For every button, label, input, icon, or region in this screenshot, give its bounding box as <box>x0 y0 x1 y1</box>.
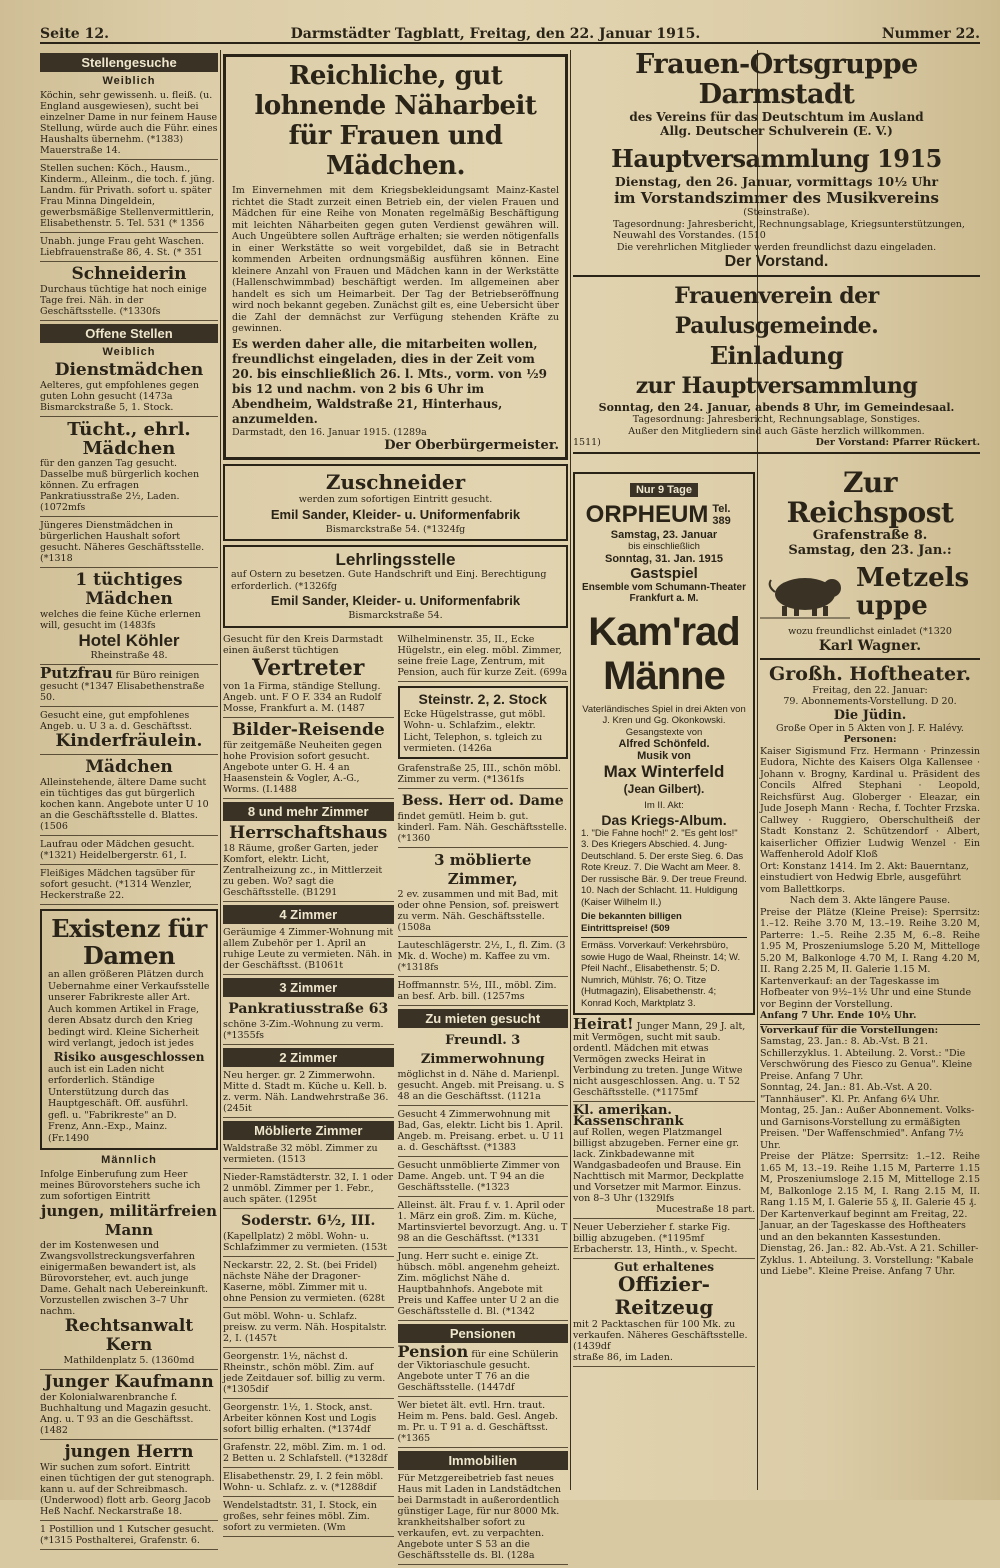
notice-title: Frauenverein der Paulusgemeinde. <box>674 283 879 339</box>
classified-ad: Elisabethenstr. 29, I. 2 fein möbl. Wohn- u. Schlafz. z. v. (*1288dif <box>223 1471 394 1497</box>
boxed-ad <box>40 909 218 1150</box>
theater-name: ORPHEUM <box>585 501 709 528</box>
ad-text: 18 Räume, großer Garten, jeder Komfort, elektr. Licht, Zentralheizung zc., in Mittlerzeit zu geben. Wo? sagt die Geschäftsstelle. (B1291 <box>223 842 383 898</box>
program-text: Anfang 7 Uhr. Ende 10½ Uhr. <box>760 1010 917 1021</box>
ad-text: Ensemble vom Schumann-Theater Frankfurt a. M. <box>582 581 746 604</box>
issue-number: Nummer 22. <box>881 26 980 42</box>
classified-ad: Wer bietet ält. evtl. Hrn. traut. Heim m. Pens. bald. Gesl. Angeb. m. Pr. u. T 91 a. d. Geschäftsst. (*1365 <box>398 1400 569 1448</box>
subheading: Weiblich <box>102 75 156 87</box>
classified-ad: Köchin, sehr gewissenh. u. fleiß. (u. England ausgewiesen), sucht bei einzelner Dame in nur feinem Hause Stellung, würde auch die Führ. eines Haushalts übernehm. (*1383) Mauerstraße 14. <box>40 90 218 160</box>
notice-text: Allg. Deutscher Schulverein (E. V.) <box>660 124 893 138</box>
notice-headline: Hauptversammlung 1915 <box>611 144 942 173</box>
ad-title: Zur Reichspost <box>786 466 954 529</box>
ad-text: mit 2 Packtaschen für 100 Mk. zu verkaufen. Näheres Geschäftsstelle. (1439df <box>573 1319 748 1352</box>
ad-firm: Emil Sander, Kleider- u. Uniformenfabrik <box>270 593 521 608</box>
section-heading: Offene Stellen <box>40 324 218 343</box>
classified-ad <box>398 686 569 759</box>
ad-headline: Offizier-Reitzeug <box>614 1272 714 1319</box>
classified-ad <box>223 1212 394 1257</box>
notice-text: (Steinstraße). <box>743 207 810 218</box>
ad-text: Gesucht für den Kreis Darmstadt einen äußerst tüchtigen <box>223 633 383 656</box>
subcolumn-right <box>398 632 569 1568</box>
column-4 <box>760 468 980 1490</box>
ad-text: findet gemütl. Heim b. gut. kinderl. Fam. Näh. Geschäftsstelle. (*1360 <box>397 810 567 844</box>
classified-ad: 1 Postillion und 1 Kutscher gesucht. (*1315 Posthalterei, Grafenstr. 6. <box>40 1524 218 1550</box>
ad-text: werden zum sofortigen Eintritt gesucht. <box>298 494 493 505</box>
program-text: Der Kartenverkauf beginnt am Freitag, 22. Januar, an der Tageskasse des Hoftheaters und an den bekannten Kassestunden. <box>760 1208 968 1243</box>
notice-paulusgemeinde <box>573 277 980 454</box>
ad-text: Ermäss. Vorverkauf: Verkehrsbüro, sowie Hugo de Waal, Rheinstr. 14; W. Pfeil Nachf., Elisabethenstr. 5; D. Numrich, Mühlstr. 76; O. Titze (Hutmagazin), Elisabethenstr. 4; Konrad Koch, Marktplatz 3. <box>581 937 747 1009</box>
ad-text: schöne 3-Zim.-Wohnung zu verm. (*1355fs <box>223 1018 384 1041</box>
page-number: Seite 12. <box>40 26 109 42</box>
notice-text: Außer den Mitgliedern sind auch Gäste herzlich willkommen. <box>628 425 925 437</box>
column-rule <box>570 50 571 1490</box>
classified-ad: Alleinst. ält. Frau f. v. 1. April oder 1. März ein groß. Zim. m. Küche, Martinsviertel bevorzugt. Ang. u. T 98 an die Geschäftsst. (*1331 <box>398 1200 569 1248</box>
notice-headline: Einladung <box>709 341 844 370</box>
classified-ad <box>397 1341 569 1397</box>
ad-text: Im II. Akt: <box>644 800 684 811</box>
program-text: Ort: Konstanz 1414. Im 2. Akt: Bauerntanz, einstudiert von Hedwig Ebrle, ausgeführt vom Ballettkorps. <box>760 860 969 895</box>
classified-ad <box>398 851 569 937</box>
column-1 <box>40 50 218 1546</box>
boxed-ad <box>223 545 568 628</box>
ad-headline: Gastspiel <box>630 564 698 582</box>
ad-text: Durchaus tüchtige hat noch einige Tage frei. Näh. in der Geschäftsstelle. (*1330fs <box>40 284 207 317</box>
section-heading: 8 und mehr Zimmer <box>223 802 394 821</box>
section-heading: Pensionen <box>398 1324 569 1343</box>
classified-ad: Stellen suchen: Köch., Hausm., Kinderm., Alleinm., die toch. f. jüng. Landm. für Privath. sofort u. später Frau Minna Dingeldein, gewerbsmäßige Stellenvermittlerin, Elisabethenstr. 5. Tel. 531 (* 1356 <box>40 163 218 233</box>
ad-title: Zuschneider <box>325 470 466 494</box>
section-heading: 4 Zimmer <box>223 905 394 924</box>
ad-headline: Tücht., ehrl. Mädchen <box>67 419 191 459</box>
hoftheater-program <box>760 660 980 1278</box>
boxed-ad <box>223 54 568 460</box>
subheading: Männlich <box>101 1154 157 1166</box>
program-text: Montag, 25. Jan.: Außer Abonnement. Volks- und Garnisons-Vorstellung zu ermäßigten Preisen. "Der Waffenschmied". Anfang 7½ Uhr. <box>760 1105 975 1151</box>
notice-text: Tagesordnung: Jahresbericht, Rechnungsablage, Sonstiges. <box>632 414 921 425</box>
ad-badge: Nur 9 Tage <box>630 483 698 497</box>
reichspost-ad <box>760 468 980 660</box>
ad-headline: Mädchen <box>85 757 173 777</box>
ad-text: auch ist ein Laden nicht erforderlich. Ständige Unterstützung durch das Hauptgeschäft. Off. ausführl. gefl. u. "Fabrikreste" an D. Frenz, Ann.-Exp., Mainz. (Fr.1490 <box>48 1063 189 1144</box>
classified-ad: Neu herger. gr. 2 Zimmerwohn. Mitte d. Stadt m. Küche u. Kell. b. z. verm. Näh. Landwehrstraße 36. (245it <box>223 1070 394 1118</box>
ad-headline: Hotel Köhler <box>78 631 180 650</box>
play-title: Kam'rad Männe <box>588 609 740 698</box>
ad-text: Gesucht eine, gut empfohlenes Angeb. u. U 3 a. d. Geschäftsst. <box>40 710 192 732</box>
ad-signature: Der Oberbürgermeister. <box>384 438 559 453</box>
ad-text: Die bekannten billigen Eintrittspreise! (509 <box>581 911 682 934</box>
classified-ad <box>40 710 218 755</box>
ad-headline: Risiko ausgeschlossen <box>53 1049 205 1064</box>
ad-text: an allen größeren Plätzen durch Uebernahme einer Verkaufsstelle unserer Fabrikreste aller Art. Auch kommen Artikel in Frage, deren Absatz durch den Krieg bedingt wird. Kleine Sicherheit wird verlangt, jedoch ist jedes <box>48 969 210 1049</box>
classified-ad: Wilhelminenstr. 35, II., Ecke Hügelstr., ein eleg. möbl. Zimmer, seine freie Lage, Zentrum, mit Pension, auch für kurze Zeit. (699a <box>398 634 569 682</box>
ad-headline: Das Kriegs-Album. <box>601 811 727 828</box>
classified-ad: Hoffmannstr. 5½, III., möbl. Zim. an besf. Arb. bill. (1257ms <box>398 980 569 1006</box>
ad-text: bis einschließlich <box>628 541 700 552</box>
notice-signature: Der Vorstand: Pfarrer Rückert. <box>815 437 980 448</box>
ad-text: Infolge Einberufung zum Heer meines Bürovorstehers suche ich zum sofortigen Eintritt <box>40 1169 201 1202</box>
classified-ad <box>223 721 394 799</box>
ad-text: Gut erhaltenes <box>613 1260 714 1274</box>
ad-text: wozu freundlichst einladet (*1320 <box>788 626 952 637</box>
column-2 <box>223 50 568 1561</box>
classified-ad <box>223 824 394 902</box>
section-heading: Möblierte Zimmer <box>223 1121 394 1140</box>
ad-text: straße 86, im Laden. <box>573 1352 673 1363</box>
boxed-ad <box>223 464 568 541</box>
ad-headline: Vertreter <box>252 654 365 681</box>
ad-text: auf Ostern zu besetzen. Gute Handschrift und Einj. Berechtigung erforderlich. (*1326fg <box>231 569 547 592</box>
classified-ad: Grafenstr. 22, möbl. Zim. m. 1 od. 2 Betten u. 2 Schlafstell. (*1328df <box>223 1442 394 1468</box>
ad-headline: Soderstr. 6½, III. <box>241 1212 376 1229</box>
ad-text: Sonntag, 31. Jan. 1915 <box>605 552 723 565</box>
notice-text: Sonntag, den 24. Januar, abends 8 Uhr, im Gemeindesaal. <box>598 401 955 414</box>
classified-ad <box>40 1443 218 1521</box>
classified-ad: Neuer Ueberzieher f. starke Fig. billig abzugeben. (*1195mf Erbacherstr. 13, Hinth., v. Specht. <box>573 1222 755 1259</box>
program-text: Nach dem 3. Akte längere Pause. <box>789 895 951 906</box>
notice-text: 1511) <box>573 437 601 448</box>
classified-ad <box>40 361 218 417</box>
ad-headline: Rechtsanwalt Kern <box>64 1316 194 1355</box>
classified-ad <box>40 571 218 665</box>
classified-ad: Fleißiges Mädchen tagsüber für sofort gesucht. (*1314 Wenzler, Heckerstraße 22. <box>40 868 218 905</box>
ad-text: für eine Schülerin der Viktoriaschule gesucht. Angebote unter T 76 an die Geschäftsstelle. (1447df <box>397 1348 559 1393</box>
notice-text: Tagesordnung: Jahresbericht, Rechnungsablage, Kriegsunterstützungen, Neuwahl des Vorstandes. (1510 <box>613 218 965 241</box>
play-title: Die Jüdin. <box>833 707 907 723</box>
pig-icon <box>760 562 850 622</box>
ad-text: Ecke Hügelstrasse, gut möbl. Wohn- u. Schlafzim., elektr. Licht, Telephon, s. tgleich zu vermieten. (1426a <box>403 708 546 754</box>
classified-ad: Gut möbl. Wohn- u. Schlafz. preisw. zu verm. Näh. Hospitalstr. 2, I. (1457t <box>223 1311 394 1348</box>
ad-text: Samstag, den 23. Jan.: <box>788 543 952 558</box>
ad-text: Alleinstehende, ältere Dame sucht ein tüchtiges das gut bürgerlich kochen kann. Angebote unter U 10 an die Geschäftsstelle d. Blattes. (1506 <box>40 777 209 832</box>
program-text: Große Oper in 5 Akten von J. F. Halévy. <box>776 722 964 734</box>
classified-ad <box>40 1373 218 1440</box>
classified-ad <box>573 1015 755 1102</box>
notice-title: Frauen-Ortsgruppe Darmstadt <box>635 49 918 110</box>
classified-ad: Grafenstraße 25, III., schön möbl. Zimmer zu verm. (*1361fs <box>398 763 569 789</box>
notice-headline: zur Hauptversammlung <box>635 373 918 399</box>
ad-headline: Bess. Herr od. Dame <box>401 792 564 809</box>
classified-ad: Wendelstadtstr. 31, I. Stock, ein großes, sehr feines möbl. Zim. sofort zu vermieten. (Wm <box>223 1500 394 1537</box>
classified-ad: Gesucht unmöblierte Zimmer von Dame. Angeb. unt. T 94 an die Geschäftsstelle. (*1323 <box>398 1160 569 1197</box>
program-text: Preise der Plätze: Sperrsitz: 1.–12. Reihe 1.65 M, 13.–19. Reihe 1.15 M, Parterre 1.15 M, Proszeniumsloge 2.15 M, Mittelloge 2.15 M, Balkonloge 2.15 M, I. Rang 2.15 M, II. Rang 1.15 M, I. Galerie 55 ₰, II. Galerie 45 ₰. <box>760 1151 980 1208</box>
classified-ad: Laufrau oder Mädchen gesucht. (*1321) Heidelbergerstr. 61, I. <box>40 839 218 865</box>
ad-text: Vaterländisches Spiel in drei Akten von J. Kren und Gg. Okonkowski. Gesangstexte von <box>582 703 746 738</box>
classified-ad: Georgenstr. 1½, 1. Stock, anst. Arbeiter können Kost und Logis sofort billig erhalten. (*1374df <box>223 1402 394 1439</box>
program-text: Personen: <box>843 734 897 745</box>
column-rule <box>220 50 221 1490</box>
subcolumn-left <box>223 632 394 1568</box>
program-text: Dienstag, 26. Jan.: 82. Ab.-Vst. A 21. Schiller-Zyklus. 1. Abteilung. 3. Vorstellung: "Kabale und Liebe". Kleine Preise. Anfang 7 Uhr. <box>760 1243 979 1277</box>
masthead: Darmstädter Tagblatt, Freitag, den 22. Januar 1915. <box>290 26 701 42</box>
ad-headline: Max Winterfeld <box>603 762 725 781</box>
ad-text: von 1a Firma, ständige Stellung. Angeb. unt. F O F. 334 an Rudolf Mosse, Frankfurt a. M. (1487 <box>223 680 382 714</box>
subheading: Weiblich <box>102 346 156 358</box>
classified-ad: Unabh. junge Frau geht Waschen. Liebfrauenstraße 86, 4. St. (* 351 <box>40 236 218 262</box>
ad-text: für zeitgemäße Neuheiten gegen hohe Provision sofort gesucht. Angebote unter G. H. 4 an Haasenstein & Vogler, A.-G., Worms. (I.1488 <box>223 739 382 795</box>
ad-text: welches die feine Küche erlernen will, gesucht im (1483fs <box>40 609 201 631</box>
ad-text: Alfred Schönfeld. <box>618 738 710 750</box>
ad-text: auf Rollen, wegen Platzmangel billigst abzugeben. Ferner eine gr. lack. Zinkbadewanne mit Wandgasbadeofen und Brause. Ein Nachttisch mit Marmor, Deckplatte und Vorsetzer mit Marmor. Einzus. von 8–3 Uhr (1329lfs <box>573 1127 744 1204</box>
ad-text: Es werden daher alle, die mitarbeiten wollen, freundlichst eingeladen, dies in der Zeit vom 20. bis einschließlich 26. l. Mts., vorm. von ½9 bis 12 und nachm. von 2 bis 6 Uhr im Abendheim, Waldstraße 21, Hinterhaus, anzumelden. <box>232 336 548 426</box>
classified-ad <box>223 634 394 718</box>
ad-headline: Heirat! <box>573 1015 634 1033</box>
ad-headline: jungen, militärfreien Mann <box>40 1202 218 1239</box>
ad-headline: Kinderfräulein. <box>55 731 203 751</box>
notice-frauen-ortsgruppe <box>573 50 980 277</box>
classified-ad: Für Metzgereibetrieb fast neues Haus mit Laden in Landstädtchen bei Darmstadt in außerordentlich günstiger Lage, für nur 8000 Mk. krankheitshalber sofort zu verkaufen, evt. zu verpachten. Angebote unter S 53 an die Geschäftsstelle ds. Bl. (128a <box>398 1473 569 1565</box>
ad-headline: 3 möblierte Zimmer, <box>434 850 532 888</box>
section-heading: 3 Zimmer <box>223 978 394 997</box>
classified-ad <box>573 1105 755 1219</box>
two-column-classifieds <box>223 632 568 1568</box>
classified-ad <box>573 1262 755 1367</box>
ad-headline: Freundl. 3 Zimmerwohnung <box>420 1032 545 1067</box>
ad-headline: jungen Herrn <box>64 1442 194 1462</box>
notice-text: des Vereins für das Deutschtum im Ausland <box>629 110 924 124</box>
ad-title: Existenz für Damen <box>51 914 207 970</box>
ad-text: Musik von <box>637 750 691 762</box>
program-text: 79. Abonnements-Vorstellung. D 20. <box>783 696 957 707</box>
notice-text: Dienstag, den 26. Januar, vormittags 10½ Uhr <box>614 174 939 189</box>
ad-text: für Büro reinigen gesucht (*1347 Elisabethenstraße 50. <box>40 670 205 703</box>
ad-text: Im Einvernehmen mit dem Kriegsbekleidungsamt Mainz-Kastel richtet die Stadt zurzeit einen Betrieb ein, der vielen Frauen und Mädchen für eine Reihe von Monaten regelmäßig Beschäftigung mit leichten Näharbeiten gegen guten Verdienst gewähren will. Auch Ungeübtere sollen Aufträge erhalten; sie werden nötigenfalls in einer Werkstätte so weit vorgebildet, daß sie in Betracht kommenden Arbeiten ordnungsmäßig ausführen können. Eine kleinere Anzahl von Frauen und Mädchen kann in der Werkstätte (Hallenschwimmbad) beschäftigt werden. Im allgemeinen aber handelt es sich um Heimarbeit. Der Tag der Betriebseröffnung wird noch bekannt gegeben. Zunächst gilt es, eine Uebersicht über die Zahl der demnächst zur Verfügung stehenden Kräfte zu gewinnen. <box>232 185 559 334</box>
ad-headline: Bilder-Reisende <box>231 719 385 740</box>
program-text: Sonntag, 24. Jan.: 81. Ab.-Vst. A 20. "Tannhäuser". Kl. Pr. Anfang 6¼ Uhr. <box>760 1082 940 1105</box>
ad-headline: Pankratiusstraße 63 <box>228 1000 389 1017</box>
ad-headline: Metzelsuppe <box>856 563 970 621</box>
classified-ad: Waldstraße 32 möbl. Zimmer zu vermieten. (1513 <box>223 1143 394 1169</box>
ad-text: Bismarckstraße 54. <box>348 610 443 621</box>
program-text: Freitag, den 22. Januar: <box>812 684 928 696</box>
ad-headline: 1 tüchtiges Mädchen <box>75 570 183 609</box>
classified-ad: Jung. Herr sucht e. einige Zt. hübsch. möbl. angenehm geheizt. Zim. möglichst Nähe d. Hauptbahnhofs. Angebote mit Preis und Kaffee unter U 2 an die Geschäftsstelle d. Bl. (*1342 <box>398 1251 569 1321</box>
ad-text: Aelteres, gut empfohlenes gegen guten Lohn gesucht (1473a Bismarckstraße 5, 1. Stock. <box>40 380 199 413</box>
ad-headline: Pension <box>397 1341 469 1361</box>
notice-signature: Der Vorstand. <box>724 253 829 270</box>
notice-text: im Vorstandszimmer des Musikvereins <box>613 189 940 207</box>
ad-text: 1. "Die Fahne hoch!" 2. "Es geht los!" 3. Des Kriegers Abschied. 4. Jung-Deutschland. 5. Der erste Sieg. 6. Das Rote Kreuz. 7. Die Wacht am Meer. 8. Der russische Bär. 9. Der treue Freund. 10. Nach der Schlacht. 11. Huldigung (Kaiser Wilhelm II.) <box>581 827 747 908</box>
ad-text: Mathildenplatz 5. (1360md <box>63 1355 195 1366</box>
classified-ad: Jüngeres Dienstmädchen in bürgerlichen Haushalt sofort gesucht. Näheres Geschäftsstelle. (*1318 <box>40 520 218 568</box>
ad-headline: Putzfrau <box>40 664 113 682</box>
program-text: Samstag, 23. Jan.: 8. Ab.-Vst. B 21. Schillerzyklus. 1. Abteilung. 2. Vorst.: "Die Verschwörung des Fiesco zu Genua". Kleine Preise. Anfang 7 Uhr. <box>760 1036 973 1082</box>
classified-ad <box>398 792 569 848</box>
classified-ad: Georgenstr. 1½, nächst d. Rheinstr., schön möbl. Zim. auf jede Zeitdauer sof. billig zu verm. (*1305dif <box>223 1351 394 1399</box>
ad-title: Lehrlingsstelle <box>335 550 456 569</box>
ad-signature: Karl Wagner. <box>818 637 922 654</box>
classified-ad <box>40 265 218 321</box>
ad-text: Rheinstraße 48. <box>90 650 168 661</box>
ad-text: Samstag, 23. Januar <box>610 529 718 541</box>
section-heading: 2 Zimmer <box>223 1048 394 1067</box>
column-3-bottom <box>573 468 755 1490</box>
ad-headline: Steinstr. 2, 2. Stock <box>418 690 547 707</box>
classified-ad <box>40 420 218 517</box>
ad-headline: Dienstmädchen <box>54 360 204 380</box>
ad-text: Darmstadt, den 16. Januar 1915. (1289a <box>232 426 427 438</box>
ad-text: Mucestraße 18 part. <box>656 1204 755 1215</box>
ad-text: (Jean Gilbert). <box>623 782 705 796</box>
classified-ad <box>223 1000 394 1045</box>
ad-text: (Kapellplatz) 2 möbl. Wohn- u. Schlafzimmer zu vermieten. (153t <box>223 1230 388 1253</box>
classified-ad <box>40 664 218 707</box>
classified-ad: Lauteschlägerstr. 2½, I., fl. Zim. (3 Mk. d. Woche) m. Kaffee zu vm. (*1318fs <box>398 940 569 977</box>
section-heading: Zu mieten gesucht <box>398 1009 569 1028</box>
classified-ad: Geräumige 4 Zimmer-Wohnung mit allem Zubehör per 1. April an ruhige Leute zu vermieten. Näh. in der Geschäftsst. (B1061t <box>223 927 394 975</box>
notice-text: Die verehrlichen Mitglieder werden freundlichst dazu eingeladen. <box>616 241 937 253</box>
theater-phone: Tel. 389 <box>712 503 731 527</box>
ad-text: 2 ev. zusammen und mit Bad, mit oder ohne Pension, sof. preiswert zu verm. Näh. Geschäftsstelle. (1508a <box>397 888 559 933</box>
classified-ad: Nieder-Ramstädterstr. 32, I. 1 oder 2 unmöbl. Zimmer per 1. Febr., auch später. (1295t <box>223 1172 394 1209</box>
program-text: Kartenverkauf: an der Tageskasse im Hofbeater von 9½–1½ Uhr und eine Stunde vor Beginn der Vorstellung. <box>760 975 972 1010</box>
ad-text: Wir suchen zum sofort. Eintritt einen tüchtigen der gut stenograph. kann u. auf der Schreibmasch. (Underwood) flott arb. Georg Jacob Heß Nachf. Neckarstraße 18. <box>40 1462 215 1517</box>
orpheum-ad <box>573 472 755 1015</box>
page-header <box>40 20 980 44</box>
program-text: Preise der Plätze (Kleine Preise): Sperrsitz: 1.–12. Reihe 3.70 M, 13.–19. Reihe 3.20 M, Parterre: 1.–5. Reihe 2.35 M, 6.–8. Reihe 1.95 M, Proszeniumsloge 5.20 M, Mittelloge 5.20 M, Balkonloge 4.70 M, I. Rang 4.20 M, II. Rang 2.25 M, II. Galerie 1.15 M. <box>760 906 980 975</box>
ad-text: der im Kostenwesen und Zwangsvollstreckungsverfahren einigermaßen bewandert ist, als Bürovorsteher, evt. auch junge Dame. Gehalt nach Uebereinkunft. Vorzustellen zwischen 3–7 Uhr nachm. <box>40 1240 209 1317</box>
ad-text: Bismarckstraße 54. (*1324fg <box>325 523 466 535</box>
classified-ad: Neckarstr. 22, 2. St. (bei Fridel) nächste Nähe der Dragoner-Kaserne, möbl. Zimmer mit u. ohne Pension zu vermieten. (628t <box>223 1260 394 1308</box>
classified-ad <box>398 1031 569 1106</box>
ad-text: Grafenstraße 8. <box>812 528 928 543</box>
ad-headline: Schneiderin <box>71 264 187 284</box>
ad-text: möglichst in d. Nähe d. Marienpl. gesucht. Angeb. mit Preisang. u. S 48 an die Geschäftsst. (1121a <box>397 1068 565 1102</box>
classified-ad: Gesucht 4 Zimmerwohnung mit Bad, Gas, elektr. Licht bis 1. April. Angeb. m. Preisang. erbet. u. U 11 a. d. Geschäftsst. (*1383 <box>398 1109 569 1157</box>
ad-text: für den ganzen Tag gesucht. Dasselbe muß bürgerlich kochen können. Zu erfragen Pankratiusstraße 2½, Laden. (1072mfs <box>40 458 200 513</box>
program-text: Vorverkauf für die Vorstellungen: <box>760 1024 980 1037</box>
ad-text: Junger Mann, 29 J. alt, mit Vermögen, sucht mit saub. ordentl. Mädchen mit etwas Vermögen zwecks Heirat in Verbindung zu treten. Junge Witwe nicht ausgeschlossen. Ang. u. T 52 Geschäftsstelle. (*1175mf <box>573 1021 746 1098</box>
ad-title: Reichliche, gut lohnende Näharbeit für Frauen und Mädchen. <box>254 61 537 181</box>
section-heading: Stellengesuche <box>40 53 218 72</box>
ad-headline: Junger Kaufmann <box>44 1372 214 1392</box>
ad-firm: Emil Sander, Kleider- u. Uniformenfabrik <box>270 506 521 522</box>
ad-headline: Kl. amerikan. Kassenschrank <box>573 1103 684 1129</box>
classified-ad <box>40 758 218 836</box>
section-heading: Immobilien <box>398 1451 569 1470</box>
ad-headline: Herrschaftshaus <box>229 822 388 843</box>
classified-ad <box>40 1169 218 1370</box>
program-text: Kaiser Sigismund Frz. Hermann · Prinzessin Eudora, Nichte des Kaisers Olga Kallensee · Johann v. Brogny, Kardinal u. Präsident des Concils Alfred Stephani · Leopold, Reichsfürst Aug. Globerger · Eleazar, ein Jude Joseph Mann · Recha, f. Tochter Frzska. Callwey · Ruggiero, Oberschultheiß der Stadt Konstanz 2. Schützendorf · Albert, kaiserlicher Offizier Ludwig Wenzel · Ein Waffenherold Adolf Kloß <box>760 745 980 860</box>
theater-title: Großh. Hoftheater. <box>769 662 971 685</box>
ad-text: der Kolonialwarenbranche f. Buchhaltung und Magazin gesucht. Ang. u. T 93 an die Geschäftsst. (1482 <box>40 1392 212 1436</box>
